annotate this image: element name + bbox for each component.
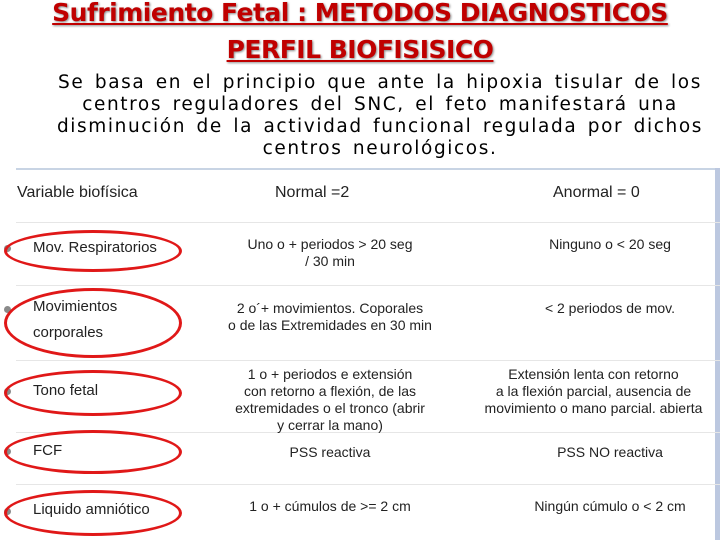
- row-normal-amniotic-fluid: 1 o + cúmulos de >= 2 cm: [249, 498, 411, 514]
- row-abnormal-fetal-tone: Extensión lenta con retorno a la flexión parcial, ausencia de movimiento o mano parcial. abierta: [484, 366, 703, 416]
- header-variable: Variable biofísica: [17, 184, 138, 201]
- highlight-oval-amniotic-fluid: [4, 490, 182, 536]
- header-abnormal: Anormal = 0: [553, 184, 640, 201]
- row-normal-body-movements: 2 o´+ movimientos. Coporales o de las Extremidades en 30 min: [228, 300, 432, 333]
- table-top-divider: [16, 168, 720, 170]
- highlight-oval-fcf: [4, 430, 182, 474]
- row-divider: [16, 222, 720, 223]
- row-variable-respiratory: Mov. Respiratorios: [33, 239, 157, 256]
- row-abnormal-fcf: PSS NO reactiva: [557, 444, 663, 460]
- row-divider: [16, 360, 720, 361]
- row-variable-amniotic-fluid: Liquido amniótico: [33, 501, 150, 518]
- highlight-oval-fetal-tone: [4, 370, 182, 416]
- row-normal-fetal-tone: 1 o + periodos e extensión con retorno a flexión, de las extremidades o el tronco (abrir y cerrar la mano): [235, 366, 425, 433]
- highlight-oval-respiratory: [4, 230, 182, 272]
- row-divider: [16, 484, 720, 485]
- slide-title-line2: PERFIL BIOFISISICO: [226, 35, 494, 64]
- row-normal-fcf: PSS reactiva: [289, 444, 371, 460]
- row-abnormal-body-movements: < 2 periodos de mov.: [544, 300, 676, 316]
- row-variable-body-movements: Movimientos corporales: [33, 298, 118, 341]
- row-normal-respiratory: Uno o + periodos > 20 seg / 30 min: [247, 236, 413, 269]
- slide-title-line1: Sufrimiento Fetal : METODOS DIAGNOSTICOS: [52, 0, 668, 27]
- row-divider: [16, 285, 720, 286]
- header-normal: Normal =2: [275, 184, 350, 201]
- intro-paragraph: Se basa en el principio que ante la hipoxia tisular de los centros reguladores del SNC, el feto manifestará una disminución de la actividad funcional regulada por dichos centros neurológicos.: [56, 72, 704, 159]
- highlight-oval-body-movements: [4, 288, 182, 358]
- row-abnormal-respiratory: Ninguno o < 20 seg: [549, 236, 671, 252]
- row-variable-fcf: FCF: [33, 442, 63, 459]
- row-abnormal-amniotic-fluid: Ningún cúmulo o < 2 cm: [534, 498, 686, 514]
- row-variable-fetal-tone: Tono fetal: [33, 382, 99, 399]
